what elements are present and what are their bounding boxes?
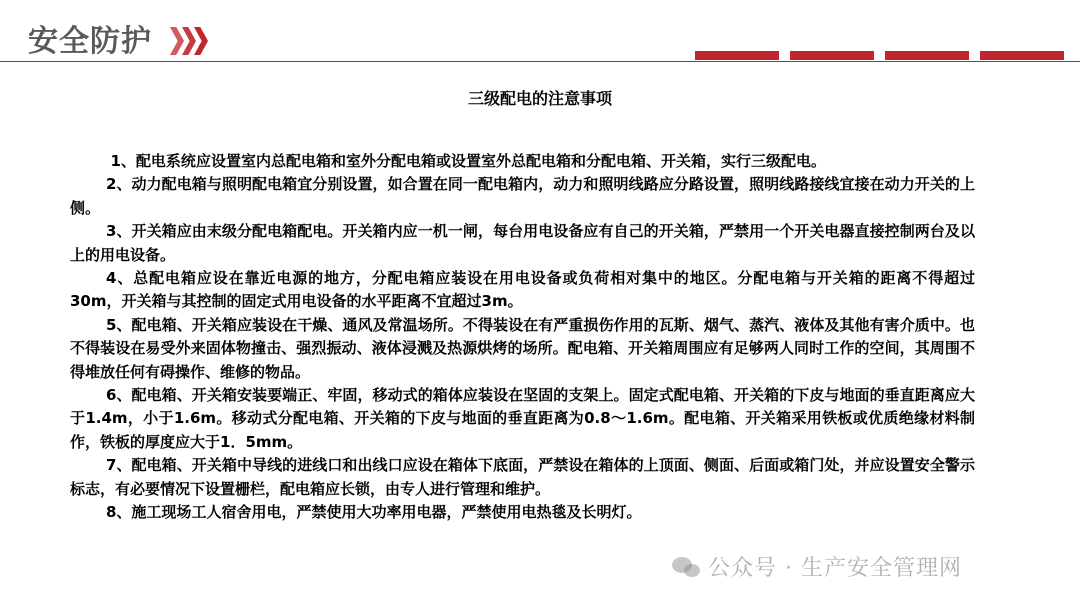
- watermark-text: 公众号 · 生产安全管理网: [708, 556, 962, 581]
- watermark: [672, 551, 962, 582]
- paragraph-1: 1、配电系统应设置室内总配电箱和室外分配电箱或设置室外总配电箱和分配电箱、开关箱，实行三级配电。: [110, 152, 826, 170]
- accent-bar: [695, 51, 779, 60]
- document-title: 三级配电的注意事项: [467, 89, 612, 108]
- accent-bar: [885, 51, 969, 60]
- wechat-icon: [672, 555, 702, 579]
- header-accent-bars: [695, 51, 1064, 60]
- header-divider: [0, 61, 1080, 62]
- chevron-right-icon: [194, 27, 208, 55]
- paragraph-2: 2、动力配电箱与照明配电箱宜分别设置，如合置在同一配电箱内，动力和照明线路应分路设置，照明线路接线宜接在动力开关的上侧。: [70, 175, 975, 217]
- chevron-right-icon: [182, 27, 196, 55]
- paragraph-3: 3、开关箱应由末级分配电箱配电。开关箱内应一机一闸，每台用电设备应有自己的开关箱，严禁用一个开关电器直接控制两台及以上的用电设备。: [70, 222, 975, 264]
- chevron-right-icon: [170, 27, 184, 55]
- header-title: 安全防护: [28, 24, 152, 59]
- document-body: [70, 150, 975, 525]
- paragraph-6: 6、配电箱、开关箱安装要端正、牢固，移动式的箱体应装设在坚固的支架上。固定式配电箱、开关箱的下皮与地面的垂直距离应大于1.4m，小于1.6m。移动式分配电箱、开关箱的下皮与地面的垂直距离为0.8～1.6m。配电箱、开关箱采用铁板或优质绝缘材料制作，铁板的厚度应大于1．5mm。: [70, 386, 975, 451]
- paragraph-4: 4、总配电箱应设在靠近电源的地方，分配电箱应装设在用电设备或负荷相对集中的地区。分配电箱与开关箱的距离不得超过30m，开关箱与其控制的固定式用电设备的水平距离不宜超过3m。: [70, 269, 975, 311]
- paragraph-8: 8、施工现场工人宿舍用电，严禁使用大功率用电器，严禁使用电热毯及长明灯。: [106, 503, 642, 522]
- paragraph-5: 5、配电箱、开关箱应装设在干燥、通风及常温场所。不得装设在有严重损伤作用的瓦斯、烟气、蒸汽、液体及其他有害介质中。也不得装设在易受外来固体物撞击、强烈振动、液体浸溅及热源烘烤的场所。配电箱、开关箱周围应有足够两人同时工作的空间，其周围不得堆放任何有碍操作、维修的物品。: [70, 315, 975, 381]
- accent-bar: [980, 51, 1064, 60]
- paragraph-7: 7、配电箱、开关箱中导线的进线口和出线口应设在箱体下底面，严禁设在箱体的上顶面、侧面、后面或箱门处，并应设置安全警示标志，有必要情况下设置栅栏，配电箱应长锁，由专人进行管理和维护。: [70, 456, 975, 498]
- chevron-icon: [170, 27, 206, 55]
- accent-bar: [790, 51, 874, 60]
